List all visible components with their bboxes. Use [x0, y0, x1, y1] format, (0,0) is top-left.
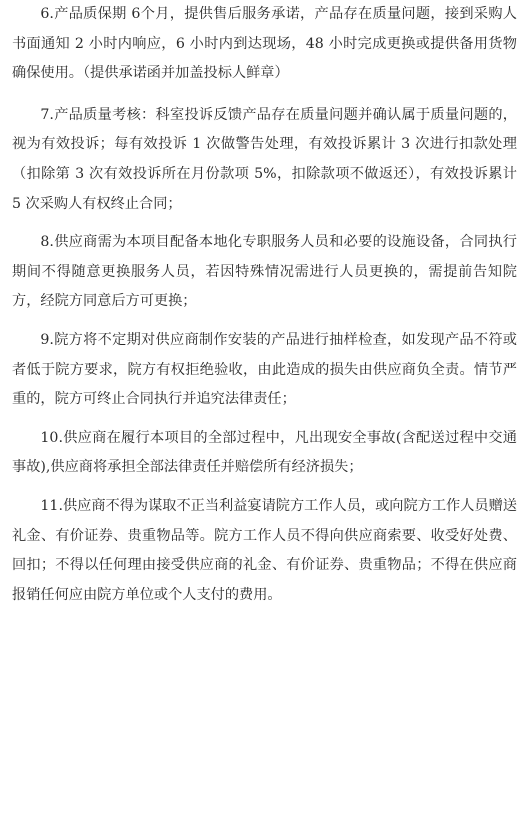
paragraph-sampling-inspection: 9.院方将不定期对供应商制作安装的产品进行抽样检查，如发现产品不符或者低于院方要求，院方有权拒绝验收，由此造成的损失由供应商负全责。情节严重的，院方可终止合同执行并追究法律责任；	[12, 331, 517, 408]
paragraph-safety-accident: 10.供应商在履行本项目的全部过程中，凡出现安全事故(含配送过程中交通事故),供应商将承担全部法律责任并赔偿所有经济损失；	[12, 429, 517, 476]
paragraph-service-staff: 8.供应商需为本项目配备本地化专职服务人员和必要的设施设备，合同执行期间不得随意更换服务人员，若因特殊情况需进行人员更换的，需提前告知院方，经院方同意后方可更换；	[12, 234, 517, 310]
paragraph-quality-assessment: 7.产品质量考核：科室投诉反馈产品存在质量问题并确认属于质量问题的，视为有效投诉；每有效投诉 1 次做警告处理，有效投诉累计 3 次进行扣款处理（扣除第 3 次有效投诉所在月份款项 5%，扣除款项不做返还），有效投诉累计 5 次采购人有权终止合同；	[12, 106, 517, 212]
paragraph-anti-bribery: 11.供应商不得为谋取不正当利益宴请院方工作人员，或向院方工作人员赠送礼金、有价证券、贵重物品等。院方工作人员不得向供应商索要、收受好处费、回扣；不得以任何理由接受供应商的礼金、有价证券、贵重物品；不得在供应商报销任何应由院方单位或个人支付的费用。	[12, 497, 517, 603]
document-page	[12, 0, 517, 610]
paragraph-warranty: 6.产品质保期 6个月，提供售后服务承诺，产品存在质量问题，接到采购人书面通知 2 小时内响应，6 小时内到达现场，48 小时完成更换或提供备用货物确保使用。（提供承诺函并加盖投标人鲜章）	[12, 6, 517, 82]
